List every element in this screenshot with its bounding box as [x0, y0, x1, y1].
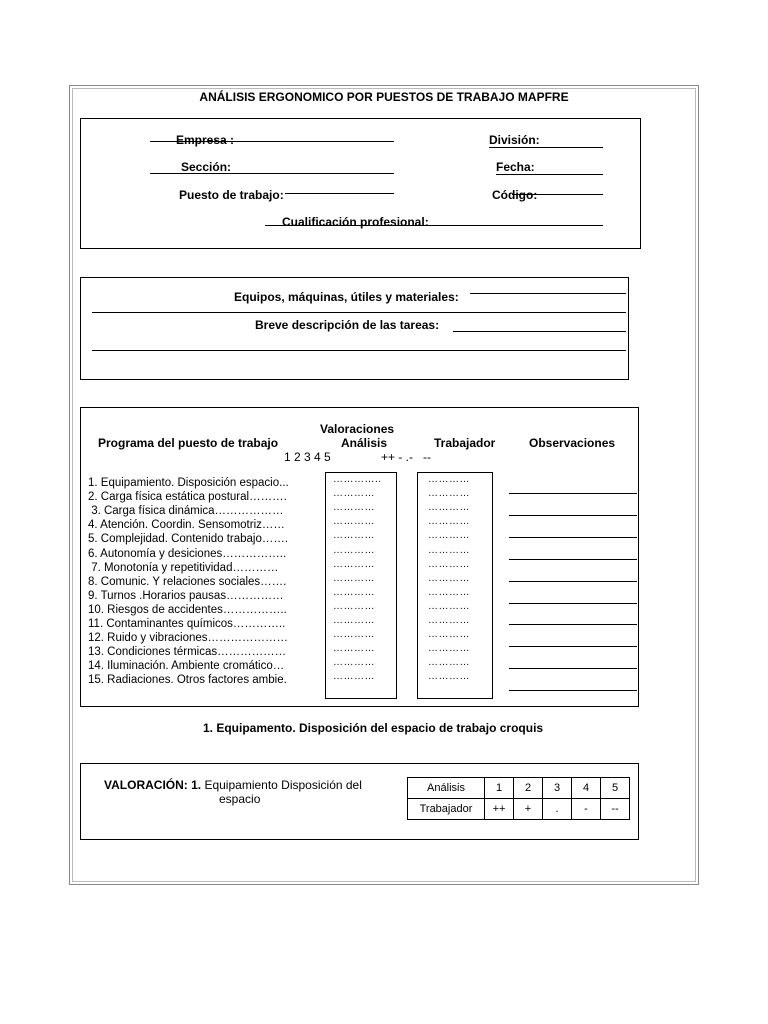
cualificacion-line[interactable] [265, 225, 603, 226]
fecha-label: Fecha: [496, 160, 535, 174]
trabajador-dots[interactable]: ………… [428, 558, 470, 570]
analisis-cell[interactable]: 5 [601, 778, 630, 799]
seccion-line[interactable] [150, 173, 394, 174]
observacion-line[interactable] [509, 581, 637, 582]
programa-item: 11. Contaminantes químicos………….. [88, 618, 286, 630]
analisis-dots[interactable]: ………… [333, 629, 375, 641]
trabajador-cell[interactable]: + [514, 799, 543, 820]
programa-item: 2. Carga física estática postural………. [88, 491, 287, 504]
observacion-line[interactable] [509, 537, 637, 538]
analisis-dots[interactable]: ………… [333, 502, 375, 514]
programa-item: 4. Atención. Coordin. Sensomotriz…… [88, 519, 285, 532]
header-box [80, 118, 641, 249]
trabajador-dots[interactable]: ………… [428, 629, 470, 641]
programa-item: 15. Radiaciones. Otros factores ambie. [88, 674, 287, 687]
trabajador-cell[interactable]: -- [601, 799, 630, 820]
valoracion-label-line2: espacio [219, 792, 261, 806]
trabajador-dots[interactable]: ………… [428, 502, 470, 514]
programa-items [88, 474, 648, 697]
programa-item: 8. Comunic. Y relaciones sociales……. [88, 575, 287, 588]
valoraciones-header: Valoraciones [320, 422, 395, 436]
analisis-dots[interactable]: ………… [333, 530, 375, 542]
seccion-label: Sección: [181, 160, 232, 174]
observacion-line[interactable] [509, 493, 637, 494]
observacion-line[interactable] [509, 515, 637, 516]
fecha-line[interactable] [496, 174, 603, 175]
analisis-cell[interactable]: 1 [485, 778, 514, 799]
analisis-dots[interactable]: ………… [333, 643, 375, 655]
programa-item: 13. Condiciones térmicas……………… [88, 646, 287, 659]
programa-item: 1. Equipamiento. Disposición espacio... [88, 477, 289, 489]
analisis-row [408, 778, 630, 799]
programa-header: Programa del puesto de trabajo [98, 436, 279, 450]
programa-item: 9. Turnos .Horarios pausas…………… [88, 589, 284, 602]
analisis-dots[interactable]: ………… [333, 488, 375, 500]
trabajador-dots[interactable]: ………… [428, 572, 470, 584]
analisis-cell[interactable]: 3 [543, 778, 572, 799]
programa-item: 6. Autonomía y desiciones…………….. [88, 547, 287, 560]
trabajador-dots[interactable]: ………… [428, 671, 470, 683]
observaciones-header: Observaciones [529, 436, 616, 450]
programa-item: 7. Monotonía y repetitividad………… [88, 561, 279, 574]
observacion-line[interactable] [509, 690, 637, 691]
programa-item: 14. Iluminación. Ambiente cromático… [88, 660, 285, 673]
analisis-dots[interactable]: ………… [333, 544, 375, 556]
trabajador-cell[interactable]: ++ [485, 799, 514, 820]
observacion-line[interactable] [509, 559, 637, 560]
programa-item: 10. Riesgos de accidentes…………….. [88, 603, 287, 616]
programa-item: 3. Carga física dinámica……………… [88, 505, 284, 518]
division-line[interactable] [489, 147, 603, 148]
valoracion-table [407, 777, 630, 820]
programa-item: 5. Complejidad. Contenido trabajo……. [88, 533, 289, 546]
equipos-line-2[interactable] [92, 312, 626, 313]
puesto-line[interactable] [285, 193, 394, 194]
trabajador-dots[interactable]: ………… [428, 643, 470, 655]
empresa-line[interactable] [150, 141, 394, 142]
trabajador-dots[interactable]: ………… [428, 615, 470, 626]
analisis-dots[interactable]: ………… [333, 671, 375, 683]
descripcion-label: Breve descripción de las tareas: [255, 318, 440, 332]
valoracion-label-bold: VALORACIÓN: 1. [104, 778, 202, 792]
observacion-line[interactable] [509, 668, 637, 669]
codigo-label: Código: [492, 188, 538, 202]
valoracion-label [104, 778, 362, 792]
trabajador-dots[interactable]: ………… [428, 586, 470, 598]
analisis-cell[interactable]: 2 [514, 778, 543, 799]
analisis-dots[interactable]: ………….. [333, 474, 382, 485]
valoracion-label-rest: Equipamiento Disposición del [201, 778, 362, 792]
cualificacion-label: Cualificación profesional: [282, 215, 429, 229]
scale-symbols: ++ - .- -- [381, 450, 432, 464]
analisis-dots[interactable]: ………… [333, 586, 375, 598]
observacion-line[interactable] [509, 603, 637, 604]
observacion-line[interactable] [509, 646, 637, 647]
section-title: 1. Equipamento. Disposición del espacio de trabajo croquis [203, 721, 544, 735]
trabajador-dots[interactable]: ………… [428, 474, 470, 485]
analisis-row-header: Análisis [408, 778, 485, 799]
codigo-line[interactable] [512, 194, 603, 195]
trabajador-dots[interactable]: ………… [428, 544, 470, 556]
analisis-header: Análisis [341, 436, 388, 450]
analisis-dots[interactable]: ………… [333, 558, 375, 570]
trabajador-dots[interactable]: ………… [428, 516, 470, 528]
analisis-dots[interactable]: ………… [333, 657, 375, 669]
trabajador-dots[interactable]: ………… [428, 657, 470, 669]
analisis-dots[interactable]: ………… [333, 600, 375, 612]
descripcion-line-2[interactable] [92, 350, 626, 351]
descripcion-line-1[interactable] [453, 331, 626, 332]
analisis-dots[interactable]: ………… [333, 572, 375, 584]
equipos-line-1[interactable] [470, 293, 626, 294]
trabajador-header: Trabajador [434, 436, 496, 450]
division-label: División: [489, 133, 540, 147]
trabajador-dots[interactable]: ………… [428, 600, 470, 612]
trabajador-cell[interactable]: - [572, 799, 601, 820]
trabajador-dots[interactable]: ………… [428, 488, 470, 500]
trabajador-row-header: Trabajador [408, 799, 485, 820]
programa-item: 12. Ruido y vibraciones………………… [88, 632, 289, 645]
trabajador-cell[interactable]: . [543, 799, 572, 820]
analisis-dots[interactable]: ………… [333, 615, 375, 626]
equipos-label: Equipos, máquinas, útiles y materiales: [234, 290, 459, 304]
observacion-line[interactable] [509, 624, 637, 625]
trabajador-row [408, 799, 630, 820]
analisis-dots[interactable]: ………… [333, 516, 375, 528]
scale-numbers: 1 2 3 4 5 [284, 450, 331, 464]
empresa-label: Empresa : [176, 133, 235, 147]
analisis-cell[interactable]: 4 [572, 778, 601, 799]
document-title: ANÁLISIS ERGONOMICO POR PUESTOS DE TRABAJO MAPFRE [199, 90, 569, 104]
puesto-label: Puesto de trabajo: [179, 188, 284, 202]
trabajador-dots[interactable]: ………… [428, 530, 470, 542]
